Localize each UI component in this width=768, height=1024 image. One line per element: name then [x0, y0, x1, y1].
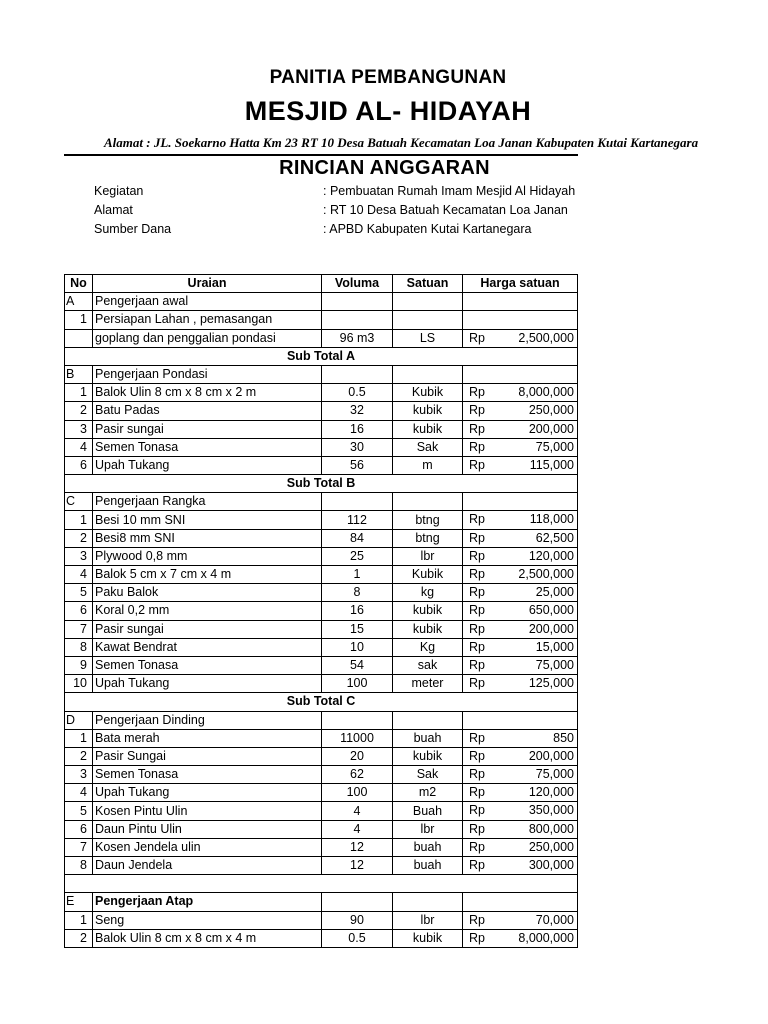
- section-letter: D: [65, 711, 93, 729]
- item-price-cell: [463, 566, 578, 584]
- section-row: [65, 893, 578, 911]
- table-row: [65, 602, 578, 620]
- item-price: 300,000: [528, 858, 574, 872]
- empty-cell: [463, 293, 578, 311]
- row-number: 5: [65, 802, 93, 820]
- row-number: 3: [65, 547, 93, 565]
- section-row: [65, 365, 578, 383]
- item-unit: kubik: [393, 602, 463, 620]
- item-price: 62,500: [535, 530, 574, 545]
- row-number: 3: [65, 420, 93, 438]
- row-number: 4: [65, 566, 93, 584]
- budget-table: [64, 274, 578, 948]
- empty-cell: [393, 365, 463, 383]
- table-row: [65, 311, 578, 329]
- table-header-row: [65, 275, 578, 293]
- item-unit: kubik: [393, 420, 463, 438]
- table-row: [65, 566, 578, 584]
- empty-cell: [393, 493, 463, 511]
- table-row: [65, 529, 578, 547]
- item-description: Semen Tonasa: [93, 766, 322, 784]
- address-line: [64, 134, 699, 156]
- table-row: [65, 857, 578, 875]
- empty-cell: [322, 493, 393, 511]
- item-unit: kubik: [393, 747, 463, 765]
- section-title: Pengerjaan Dinding: [93, 711, 322, 729]
- table-row: [65, 511, 578, 529]
- item-price-cell: [463, 547, 578, 565]
- row-number: 1: [65, 311, 93, 329]
- item-unit: kg: [393, 584, 463, 602]
- currency-label: Rp: [469, 567, 485, 581]
- item-price-cell: [463, 675, 578, 693]
- currency-label: Rp: [469, 457, 485, 472]
- row-number: 4: [65, 438, 93, 456]
- section-row: [65, 293, 578, 311]
- item-volume: 62: [322, 766, 393, 784]
- meta-value: : RT 10 Desa Batuah Kecamatan Loa Janan: [323, 203, 568, 217]
- currency-label: Rp: [469, 930, 485, 945]
- item-price-cell: [463, 911, 578, 929]
- item-volume: 112: [322, 511, 393, 529]
- item-description: Kosen Jendela ulin: [93, 838, 322, 856]
- currency-label: Rp: [469, 748, 485, 763]
- item-description: Daun Pintu Ulin: [93, 820, 322, 838]
- row-number: 10: [65, 675, 93, 693]
- item-unit: Sak: [393, 438, 463, 456]
- currency-label: Rp: [469, 512, 485, 527]
- currency-label: Rp: [469, 403, 485, 418]
- currency-label: Rp: [469, 548, 485, 563]
- row-number: 1: [65, 384, 93, 402]
- item-unit: buah: [393, 857, 463, 875]
- item-price-cell: [463, 766, 578, 784]
- item-unit: btng: [393, 511, 463, 529]
- section-title: Pengerjaan Atap: [93, 893, 322, 911]
- empty-cell: [65, 875, 578, 893]
- item-price: 75,000: [535, 657, 574, 672]
- row-number: 2: [65, 529, 93, 547]
- table-row: [65, 620, 578, 638]
- item-price: 75,000: [535, 439, 574, 454]
- meta-value: : APBD Kabupaten Kutai Kartanegara: [323, 222, 532, 236]
- currency-label: Rp: [469, 621, 485, 636]
- item-price-cell: [463, 529, 578, 547]
- subtotal-label: Sub Total B: [65, 475, 578, 493]
- item-description: Pasir Sungai: [93, 747, 322, 765]
- item-unit: btng: [393, 529, 463, 547]
- item-unit: kubik: [393, 929, 463, 947]
- meta-label: Sumber Dana: [94, 222, 172, 236]
- row-number: 7: [65, 620, 93, 638]
- item-volume: 90: [322, 911, 393, 929]
- row-number: 6: [65, 456, 93, 474]
- item-unit: Sak: [393, 766, 463, 784]
- item-description: Daun Jendela: [93, 857, 322, 875]
- subtotal-label: Sub Total A: [65, 347, 578, 365]
- item-price-cell: [463, 656, 578, 674]
- item-price: 115,000: [529, 457, 574, 472]
- empty-cell: [322, 711, 393, 729]
- item-price: 200,000: [528, 748, 574, 763]
- item-price-cell: [463, 384, 578, 402]
- row-number: [65, 329, 93, 347]
- currency-label: Rp: [469, 530, 485, 545]
- item-price: 120,000: [528, 785, 574, 800]
- item-price-cell: [463, 857, 578, 875]
- item-description: Seng: [93, 911, 322, 929]
- item-volume: 20: [322, 747, 393, 765]
- section-row: [65, 711, 578, 729]
- mosque-name-heading: MESJID AL- HIDAYAH: [244, 96, 532, 126]
- item-description: Koral 0,2 mm: [93, 602, 322, 620]
- table-row: [65, 675, 578, 693]
- currency-label: Rp: [469, 858, 485, 872]
- item-price: 118,000: [529, 512, 574, 527]
- item-price: 2,500,000: [518, 567, 574, 581]
- item-volume: 96 m3: [322, 329, 393, 347]
- item-volume: 4: [322, 820, 393, 838]
- item-unit: kubik: [393, 402, 463, 420]
- table-row: [65, 766, 578, 784]
- item-price-cell: [463, 838, 578, 856]
- row-number: 2: [65, 402, 93, 420]
- col-header-satuan: Satuan: [393, 275, 463, 293]
- item-description: Pasir sungai: [93, 420, 322, 438]
- item-volume: 0.5: [322, 384, 393, 402]
- item-price-cell: [463, 602, 578, 620]
- currency-label: Rp: [469, 803, 485, 818]
- item-unit: lbr: [393, 911, 463, 929]
- empty-cell: [322, 365, 393, 383]
- row-number: 5: [65, 584, 93, 602]
- item-price: 8,000,000: [518, 385, 574, 400]
- item-unit: lbr: [393, 547, 463, 565]
- row-number: 3: [65, 766, 93, 784]
- item-volume: 32: [322, 402, 393, 420]
- item-price: 850: [553, 730, 574, 745]
- section-letter: A: [65, 293, 93, 311]
- currency-label: Rp: [469, 730, 485, 745]
- empty-cell: [393, 893, 463, 911]
- row-number: 8: [65, 857, 93, 875]
- empty-cell: [463, 893, 578, 911]
- table-row: [65, 420, 578, 438]
- currency-label: Rp: [469, 639, 485, 654]
- item-price: 8,000,000: [518, 930, 574, 945]
- table-row: [65, 384, 578, 402]
- item-price: 200,000: [528, 421, 574, 436]
- col-header-uraian: Uraian: [93, 275, 322, 293]
- empty-cell: [322, 293, 393, 311]
- empty-cell: [322, 893, 393, 911]
- item-unit: kubik: [393, 620, 463, 638]
- subtotal-label: Sub Total C: [65, 693, 578, 711]
- row-number: 1: [65, 511, 93, 529]
- section-title: Pengerjaan Rangka: [93, 493, 322, 511]
- section-letter: B: [65, 365, 93, 383]
- currency-label: Rp: [469, 767, 485, 782]
- item-volume: 30: [322, 438, 393, 456]
- item-volume: 25: [322, 547, 393, 565]
- item-price-cell: [463, 802, 578, 820]
- empty-cell: [463, 365, 578, 383]
- item-volume: 11000: [322, 729, 393, 747]
- item-price: 25,000: [535, 585, 574, 600]
- row-number: 1: [65, 911, 93, 929]
- item-price: 250,000: [528, 839, 574, 854]
- item-unit: Buah: [393, 802, 463, 820]
- table-row: [65, 584, 578, 602]
- table-row: [65, 456, 578, 474]
- item-price-cell: [463, 329, 578, 347]
- meta-label: Alamat: [94, 203, 133, 217]
- item-volume: 100: [322, 784, 393, 802]
- table-row: [65, 729, 578, 747]
- row-number: 4: [65, 784, 93, 802]
- item-description: Batu Padas: [93, 402, 322, 420]
- item-price-cell: [463, 929, 578, 947]
- item-price-cell: [463, 438, 578, 456]
- currency-label: Rp: [469, 439, 485, 454]
- empty-cell: [463, 711, 578, 729]
- item-unit: [393, 311, 463, 329]
- empty-cell: [393, 293, 463, 311]
- subtotal-row: [65, 693, 578, 711]
- table-row: [65, 402, 578, 420]
- currency-label: Rp: [469, 785, 485, 800]
- table-row: [65, 747, 578, 765]
- meta-value: : Pembuatan Rumah Imam Mesjid Al Hidayah: [323, 184, 576, 198]
- item-description: Paku Balok: [93, 584, 322, 602]
- item-description: Semen Tonasa: [93, 656, 322, 674]
- item-unit: Kubik: [393, 384, 463, 402]
- budget-title: RINCIAN ANGGARAN: [279, 157, 490, 179]
- currency-label: Rp: [469, 330, 485, 345]
- item-description: Persiapan Lahan , pemasangan: [93, 311, 322, 329]
- col-header-harga: Harga satuan: [463, 275, 578, 293]
- item-price-cell: [463, 456, 578, 474]
- empty-cell: [393, 711, 463, 729]
- item-unit: m: [393, 456, 463, 474]
- table-row: [65, 784, 578, 802]
- item-volume: 10: [322, 638, 393, 656]
- row-number: 8: [65, 638, 93, 656]
- item-price-cell: [463, 511, 578, 529]
- item-description: Kosen Pintu Ulin: [93, 802, 322, 820]
- item-price: 800,000: [528, 821, 574, 836]
- item-price: 70,000: [535, 912, 574, 927]
- table-row: [65, 438, 578, 456]
- item-volume: 84: [322, 529, 393, 547]
- section-title: Pengerjaan awal: [93, 293, 322, 311]
- item-price-cell: [463, 747, 578, 765]
- item-unit: buah: [393, 729, 463, 747]
- item-description: Upah Tukang: [93, 456, 322, 474]
- row-number: 2: [65, 929, 93, 947]
- item-volume: 12: [322, 838, 393, 856]
- item-volume: [322, 311, 393, 329]
- col-header-volume: Voluma: [322, 275, 393, 293]
- subtotal-row: [65, 475, 578, 493]
- item-price-cell: [463, 729, 578, 747]
- item-description: Bata merah: [93, 729, 322, 747]
- row-number: 1: [65, 729, 93, 747]
- table-row: [65, 802, 578, 820]
- col-header-no: No: [65, 275, 93, 293]
- item-price-cell: [463, 620, 578, 638]
- item-description: Upah Tukang: [93, 675, 322, 693]
- item-volume: 1: [322, 566, 393, 584]
- table-row: [65, 911, 578, 929]
- item-description: Kawat Bendrat: [93, 638, 322, 656]
- item-description: goplang dan penggalian pondasi: [93, 329, 322, 347]
- item-description: Semen Tonasa: [93, 438, 322, 456]
- currency-label: Rp: [469, 839, 485, 854]
- currency-label: Rp: [469, 421, 485, 436]
- item-price: 650,000: [528, 603, 574, 618]
- item-volume: 15: [322, 620, 393, 638]
- blank-row: [65, 875, 578, 893]
- item-price-cell: [463, 420, 578, 438]
- currency-label: Rp: [469, 821, 485, 836]
- table-row: [65, 638, 578, 656]
- item-price-cell: [463, 584, 578, 602]
- currency-label: Rp: [469, 385, 485, 400]
- item-price-cell: [463, 820, 578, 838]
- item-volume: 4: [322, 802, 393, 820]
- empty-cell: [463, 493, 578, 511]
- address-text: Alamat : JL. Soekarno Hatta Km 23 RT 10 Desa Batuah Kecamatan Loa Janan Kabupaten Kutai Kartanegara: [104, 135, 699, 150]
- item-description: Besi8 mm SNI: [93, 529, 322, 547]
- row-number: 7: [65, 838, 93, 856]
- item-price: 350,000: [528, 803, 574, 818]
- item-unit: sak: [393, 656, 463, 674]
- committee-heading: PANITIA PEMBANGUNAN: [269, 67, 507, 88]
- currency-label: Rp: [469, 603, 485, 618]
- item-description: Balok 5 cm x 7 cm x 4 m: [93, 566, 322, 584]
- currency-label: Rp: [469, 676, 485, 691]
- item-volume: 16: [322, 420, 393, 438]
- table-row: [65, 838, 578, 856]
- item-volume: 8: [322, 584, 393, 602]
- item-price: 15,000: [535, 639, 574, 654]
- item-volume: 12: [322, 857, 393, 875]
- section-letter: C: [65, 493, 93, 511]
- empty-cell: [463, 311, 578, 329]
- section-title: Pengerjaan Pondasi: [93, 365, 322, 383]
- item-price: 75,000: [535, 767, 574, 782]
- meta-label: Kegiatan: [94, 184, 144, 198]
- item-description: Balok Ulin 8 cm x 8 cm x 2 m: [93, 384, 322, 402]
- item-volume: 0.5: [322, 929, 393, 947]
- section-letter: E: [65, 893, 93, 911]
- item-description: Upah Tukang: [93, 784, 322, 802]
- item-volume: 54: [322, 656, 393, 674]
- table-row: [65, 329, 578, 347]
- item-volume: 56: [322, 456, 393, 474]
- currency-label: Rp: [469, 912, 485, 927]
- item-unit: buah: [393, 838, 463, 856]
- item-price: 2,500,000: [518, 330, 574, 345]
- currency-label: Rp: [469, 585, 485, 600]
- table-row: [65, 820, 578, 838]
- item-volume: 100: [322, 675, 393, 693]
- table-row: [65, 547, 578, 565]
- item-description: Besi 10 mm SNI: [93, 511, 322, 529]
- row-number: 6: [65, 602, 93, 620]
- item-description: Pasir sungai: [93, 620, 322, 638]
- subtotal-row: [65, 347, 578, 365]
- table-body: [65, 293, 578, 948]
- item-description: Plywood 0,8 mm: [93, 547, 322, 565]
- item-unit: meter: [393, 675, 463, 693]
- item-price: 120,000: [528, 548, 574, 563]
- item-price: 250,000: [528, 403, 574, 418]
- section-row: [65, 493, 578, 511]
- row-number: 6: [65, 820, 93, 838]
- currency-label: Rp: [469, 657, 485, 672]
- item-price-cell: [463, 402, 578, 420]
- item-volume: 16: [322, 602, 393, 620]
- item-price: 125,000: [528, 676, 574, 691]
- item-unit: LS: [393, 329, 463, 347]
- item-price: 200,000: [528, 621, 574, 636]
- table-row: [65, 656, 578, 674]
- item-unit: Kubik: [393, 566, 463, 584]
- table-row: [65, 929, 578, 947]
- row-number: 2: [65, 747, 93, 765]
- item-unit: lbr: [393, 820, 463, 838]
- item-unit: Kg: [393, 638, 463, 656]
- row-number: 9: [65, 656, 93, 674]
- item-description: Balok Ulin 8 cm x 8 cm x 4 m: [93, 929, 322, 947]
- item-unit: m2: [393, 784, 463, 802]
- item-price-cell: [463, 784, 578, 802]
- item-price-cell: [463, 638, 578, 656]
